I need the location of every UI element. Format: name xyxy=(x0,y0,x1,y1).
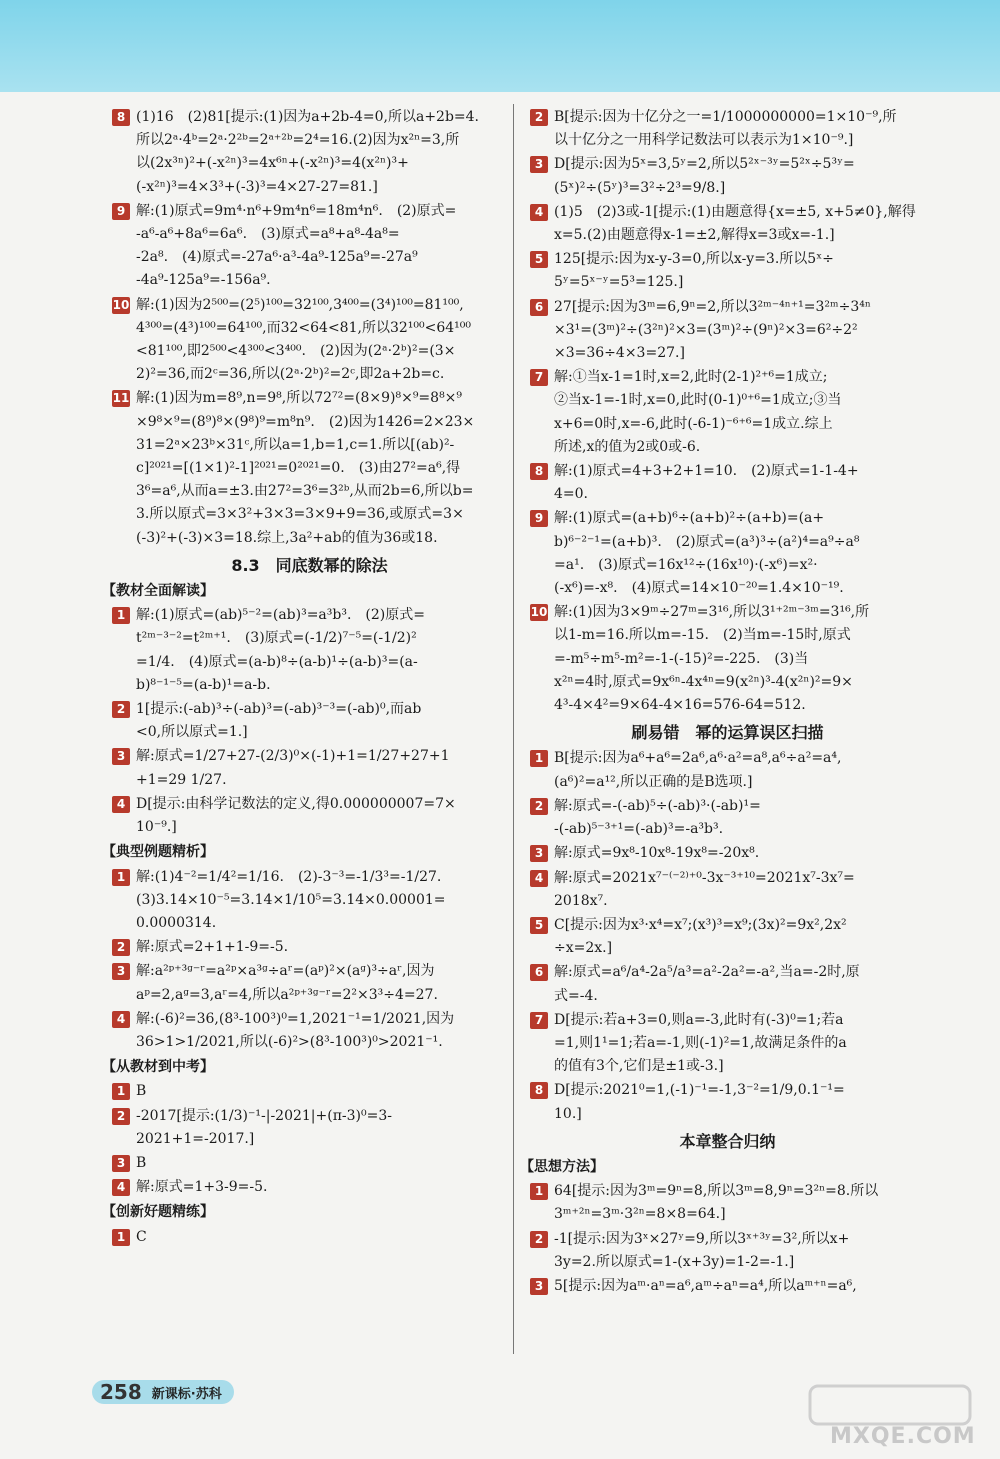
answer-item xyxy=(530,1275,925,1298)
answer-item xyxy=(530,795,925,841)
answer-item xyxy=(530,867,925,913)
question-number-badge: 5 xyxy=(530,917,548,934)
answer-text: 解:(1)原式=4+3+2+1=10. (2)原式=1-1-4+ 4=0. xyxy=(554,463,859,503)
question-number-badge: 11 xyxy=(112,391,130,406)
question-number-badge: 4 xyxy=(112,1179,130,1196)
question-number-badge: 1 xyxy=(112,869,130,886)
answer-item xyxy=(530,507,925,600)
question-number-badge: 4 xyxy=(112,1011,130,1028)
question-number-badge: 7 xyxy=(530,369,548,386)
header-banner xyxy=(0,0,1000,92)
answer-text: 解:(1)原式=9m⁴·n⁶+9m⁴n⁶=18m⁴n⁶. (2)原式= -a⁶-a⁶+8a⁶=6a⁶. (3)原式=a⁸+a⁸-4a⁸= -2a⁸. (4)原式=-27a⁶·a³-4a⁹-125a⁹=-27a⁹ -4a⁹-125a⁹=-156a⁹. xyxy=(136,202,457,289)
answer-item xyxy=(530,747,925,793)
answer-item xyxy=(530,601,925,717)
answer-text: C[提示:因为x³·x⁴=x⁷;(x³)³=x⁹;(3x)²=9x²,2x² ÷x=2x.] xyxy=(554,916,847,957)
answer-text: 解:(1)因为m=8⁹,n=9⁸,所以72⁷²=(8×9)⁸×⁹=8⁸×⁹ ×9⁸×⁹=(8⁹)⁸×(9⁸)⁹=m⁸n⁹. (2)因为1426=2×23× 31=2ᵃ×23ᵇ×31ᶜ,所以a=1,b=1,c=1.所以[(ab)²- c]²⁰²¹=[(1×1)²-1]²⁰²¹=0²⁰²¹=0. (3)由27²=a⁶,得 3⁶=a⁶,从而a=±3.由27²=3⁶=3²ᵇ,从而2b=6,所以b= 3.所以原式=3×3²+3×3=3×9+9=36,或原式=3× (-3)²+(-3)×3=18.综上,3a²+ab的值为36或18. xyxy=(136,390,475,546)
answer-item xyxy=(112,604,507,697)
answer-item xyxy=(530,106,925,152)
answer-item xyxy=(530,460,925,506)
page-number: 258 xyxy=(100,1380,142,1404)
question-number-badge: 3 xyxy=(112,748,130,765)
question-number-badge: 4 xyxy=(112,796,130,813)
question-number-badge: 4 xyxy=(530,204,548,221)
question-number-badge: 8 xyxy=(530,1082,548,1099)
answer-text: 解:(1)原式=(ab)⁵⁻²=(ab)³=a³b³. (2)原式= t²ᵐ⁻³⁻²=t²ᵐ⁺¹. (3)原式=(-1/2)⁷⁻⁵=(-1/2)² =1/4. (4)原式=(a-b)⁸÷(a-b)¹÷(a-b)³=(a- b)⁸⁻¹⁻⁵=(a-b)¹=a-b. xyxy=(136,607,425,693)
answer-item xyxy=(112,387,507,549)
page-footer xyxy=(92,1380,234,1404)
answer-text: B xyxy=(136,1083,147,1100)
question-number-badge: 6 xyxy=(530,299,548,316)
question-number-badge: 8 xyxy=(112,109,130,126)
subsection-heading: 【思想方法】 xyxy=(520,1158,604,1175)
answer-text: 解:①当x-1=1时,x=2,此时(2-1)²⁺⁶=1成立; ②当x-1=-1时,x=0,此时(0-1)⁰⁺⁶=1成立;③当 x+6=0时,x=-6,此时(-6-1)⁻⁶⁺⁶=1成立.综上 所述,x的值为2或0或-6. xyxy=(554,369,842,455)
answer-item xyxy=(530,1009,925,1079)
answer-text: 解:(1)因为2⁵⁰⁰=(2⁵)¹⁰⁰=32¹⁰⁰,3⁴⁰⁰=(3⁴)¹⁰⁰=81¹⁰⁰, 4³⁰⁰=(4³)¹⁰⁰=64¹⁰⁰,而32<64<81,所以32¹⁰⁰<64¹⁰⁰ <81¹⁰⁰,即2⁵⁰⁰<4³⁰⁰<3⁴⁰⁰. (2)因为(2ᵃ·2ᵇ)²=(3× 2)²=36,而2ᶜ=36,所以(2ᵃ·2ᵇ)²=2ᶜ,即2a+2b=c. xyxy=(136,296,471,383)
answer-item xyxy=(112,745,507,791)
answer-item xyxy=(112,1105,507,1151)
answer-item xyxy=(530,1079,925,1125)
answer-text: D[提示:因为5ˣ=3,5ʸ=2,所以5²ˣ⁻³ʸ=5²ˣ÷5³ʸ= (5ˣ)²÷(5ʸ)³=3²÷2³=9/8.] xyxy=(554,156,855,196)
answer-text: 解:(-6)²=36,(8³-100³)⁰=1,2021⁻¹=1/2021,因为 36>1>1/2021,所以(-6)²>(8³-100³)⁰>2021⁻¹. xyxy=(136,1010,455,1050)
answer-text: 5[提示:因为aᵐ·aⁿ=a⁶,aᵐ÷aⁿ=a⁴,所以aᵐ⁺ⁿ=a⁶, xyxy=(554,1277,857,1294)
answer-text: 解:原式=9x⁸-10x⁸-19x⁸=-20x⁸. xyxy=(554,845,760,862)
answer-text: B xyxy=(136,1154,147,1171)
answer-text: D[提示:由科学记数法的定义,得0.000000007=7× 10⁻⁹.] xyxy=(136,795,456,836)
answer-item xyxy=(112,106,507,199)
question-number-badge: 1 xyxy=(530,1183,548,1200)
question-number-badge: 6 xyxy=(530,964,548,981)
answer-item xyxy=(530,201,925,247)
subsection-heading: 【典型例题精析】 xyxy=(102,844,214,861)
answer-item xyxy=(112,698,507,744)
section-title: 本章整合归纳 xyxy=(679,1131,776,1151)
answer-item xyxy=(530,366,925,459)
answer-text: -2017[提示:(1/3)⁻¹-|-2021|+(π-3)⁰=3- 2021+1=-2017.] xyxy=(136,1107,392,1147)
question-number-badge: 1 xyxy=(112,1083,130,1100)
answer-text: 解:(1)原式=(a+b)⁶÷(a+b)²÷(a+b)=(a+ b)⁶⁻²⁻¹=(a+b)³. (2)原式=(a³)³÷(a²)⁴=a⁹÷a⁸ =a¹. (3)原式=16x¹²÷(16x¹⁰)·(-x⁶)=x²· (-x⁶)=-x⁸. (4)原式=14×10⁻²⁰=1.4×10⁻¹⁹. xyxy=(554,510,860,597)
question-number-badge: 3 xyxy=(112,963,130,980)
question-number-badge: 2 xyxy=(112,939,130,956)
left-column xyxy=(102,106,507,1250)
answer-item xyxy=(112,1152,507,1175)
question-number-badge: 3 xyxy=(112,1155,130,1172)
question-number-badge: 1 xyxy=(530,750,548,767)
answer-item xyxy=(112,793,507,839)
question-number-badge: 2 xyxy=(112,701,130,718)
answer-text: D[提示:若a+3=0,则a=-3,此时有(-3)⁰=1;若a =1,则1¹=1;若a=-1,则(-1)²=1,故满足条件的a 的值有3个,它们是±1或-3.] xyxy=(554,1011,847,1075)
answer-item xyxy=(530,1180,925,1226)
answer-text: 解:原式=2021x⁷⁻⁽⁻²⁾⁺⁰-3x⁻³⁺¹⁰=2021x⁷-3x⁷= 2018x⁷. xyxy=(554,869,855,909)
answer-item xyxy=(530,842,925,865)
answer-text: (1)5 (2)3或-1[提示:(1)由题意得{x=±5, x+5≠0},解得 x=5.(2)由题意得x-1=±2,解得x=3或x=-1.] xyxy=(554,203,916,244)
right-column xyxy=(520,106,925,1299)
answer-item xyxy=(112,294,507,387)
question-number-badge: 2 xyxy=(530,109,548,126)
answer-text: 解:a²ᵖ⁺³ᵍ⁻ʳ=a²ᵖ×a³ᵍ÷aʳ=(aᵖ)²×(aᵍ)³÷aʳ,因为 aᵖ=2,aᵍ=3,aʳ=4,所以a²ᵖ⁺³ᵍ⁻ʳ=2²×3³÷4=27. xyxy=(136,963,438,1003)
answer-item xyxy=(530,1228,925,1274)
answer-text: 64[提示:因为3ᵐ=9ⁿ=8,所以3ᵐ=8,9ⁿ=3²ⁿ=8.所以 3ᵐ⁺²ⁿ=3ᵐ·3²ⁿ=8×8=64.] xyxy=(554,1183,879,1223)
question-number-badge: 2 xyxy=(530,798,548,815)
answer-text: 解:原式=2+1+1-9=-5. xyxy=(136,939,289,956)
question-number-badge: 10 xyxy=(530,605,548,620)
answer-text: 解:(1)因为3×9ᵐ÷27ᵐ=3¹⁶,所以3¹⁺²ᵐ⁻³ᵐ=3¹⁶,所 以1-m=16.所以m=-15. (2)当m=-15时,原式 =-m⁵÷m⁵-m²=-1-(-15)²=-225. (3)当 x²ⁿ=4时,原式=9x⁶ⁿ-4x⁴ⁿ=9(x²ⁿ)³-4(x²ⁿ)²=9× 4³-4×4²=9×64-4×16=576-64=512. xyxy=(554,604,870,714)
answer-item xyxy=(112,1226,507,1249)
question-number-badge: 3 xyxy=(530,845,548,862)
subsection-heading: 【创新好题精练】 xyxy=(102,1204,214,1221)
question-number-badge: 2 xyxy=(530,1231,548,1248)
answer-text: (1)16 (2)81[提示:(1)因为a+2b-4=0,所以a+2b=4. 所以2ᵃ·4ᵇ=2ᵃ·2²ᵇ=2ᵃ⁺²ᵇ=2⁴=16.(2)因为x²ⁿ=3,所 以(2x³ⁿ)²+(-x²ⁿ)³=4x⁶ⁿ+(-x²ⁿ)³=4(x²ⁿ)³+ (-x²ⁿ)³=4×3³+(-3)³=4×27-27=81.] xyxy=(136,109,480,195)
answer-text: 解:原式=-(-ab)⁵÷(-ab)³·(-ab)¹= -(-ab)⁵⁻³⁺¹=(-ab)³=-a³b³. xyxy=(554,797,761,838)
answer-item xyxy=(112,866,507,936)
answer-text: -1[提示:因为3ˣ×27ʸ=9,所以3ˣ⁺³ʸ=3²,所以x+ 3y=2.所以原式=1-(x+3y)=1-2=-1.] xyxy=(554,1230,850,1270)
answer-item xyxy=(112,1176,507,1199)
question-number-badge: 7 xyxy=(530,1012,548,1029)
subsection-heading: 【从教材到中考】 xyxy=(102,1059,214,1076)
answer-text: 125[提示:因为x-y-3=0,所以x-y=3.所以5ˣ÷ 5ʸ=5ˣ⁻ʸ=5³=125.] xyxy=(554,251,834,291)
watermark-logo-icon xyxy=(800,1380,990,1428)
answer-text: 解:原式=a⁶/a⁴-2a⁵/a³=a²-2a²=-a²,当a=-2时,原 式=-4. xyxy=(554,964,860,1004)
subsection-heading: 【教材全面解读】 xyxy=(102,583,214,600)
answer-text: B[提示:因为a⁶+a⁶=2a⁶,a⁶·a²=a⁸,a⁶÷a²=a⁴, (a⁶)²=a¹²,所以正确的是B选项.] xyxy=(554,750,842,790)
answer-item xyxy=(530,248,925,294)
question-number-badge: 9 xyxy=(112,203,130,220)
column-divider xyxy=(513,104,514,1354)
watermark xyxy=(800,1380,990,1450)
question-number-badge: 8 xyxy=(530,463,548,480)
question-number-badge: 4 xyxy=(530,870,548,887)
answer-item xyxy=(112,936,507,959)
answer-item xyxy=(112,960,507,1006)
answer-item xyxy=(530,961,925,1007)
answer-text: 27[提示:因为3ᵐ=6,9ⁿ=2,所以3²ᵐ⁻⁴ⁿ⁺¹=3²ᵐ÷3⁴ⁿ ×3¹=(3ᵐ)²÷(3²ⁿ)²×3=(3ᵐ)²÷(9ⁿ)²×3=6²÷2² ×3=36÷4×3=27.] xyxy=(554,298,871,362)
answer-text: 解:(1)4⁻²=1/4²=1/16. (2)-3⁻³=-1/3³=-1/27. (3)3.14×10⁻⁵=3.14×1/10⁵=3.14×0.00001= 0.0000314. xyxy=(136,868,446,931)
answer-text: 解:原式=1/27+27-(2/3)⁰×(-1)+1=1/27+27+1 +1=29 1/27. xyxy=(136,748,450,788)
question-number-badge: 1 xyxy=(112,607,130,624)
answer-text: 1[提示:(-ab)³÷(-ab)³=(-ab)³⁻³=(-ab)⁰,而ab <0,所以原式=1.] xyxy=(136,701,422,741)
question-number-badge: 10 xyxy=(112,297,130,312)
answer-text: 解:原式=1+3-9=-5. xyxy=(136,1179,268,1196)
answer-item xyxy=(530,296,925,366)
answer-item xyxy=(530,153,925,199)
edition-label: 新课标·苏科 xyxy=(151,1386,222,1402)
question-number-badge: 3 xyxy=(530,156,548,173)
answer-item xyxy=(112,200,507,293)
answer-text: B[提示:因为十亿分之一=1/1000000000=1×10⁻⁹,所 以十亿分之一用科学记数法可以表示为1×10⁻⁹.] xyxy=(554,109,897,149)
question-number-badge: 1 xyxy=(112,1229,130,1246)
section-title: 8.3 同底数幂的除法 xyxy=(231,555,388,575)
question-number-badge: 2 xyxy=(112,1108,130,1125)
answer-item xyxy=(112,1080,507,1103)
answer-item xyxy=(530,914,925,960)
question-number-badge: 9 xyxy=(530,510,548,527)
question-number-badge: 5 xyxy=(530,251,548,268)
answer-text: D[提示:2021⁰=1,(-1)⁻¹=-1,3⁻²=1/9,0.1⁻¹= 10.] xyxy=(554,1082,845,1122)
answer-text: C xyxy=(136,1228,147,1245)
section-title: 刷易错 幂的运算误区扫描 xyxy=(631,723,824,743)
answer-item xyxy=(112,1008,507,1054)
watermark-text: MXQE.COM xyxy=(830,1424,976,1449)
question-number-badge: 3 xyxy=(530,1278,548,1295)
